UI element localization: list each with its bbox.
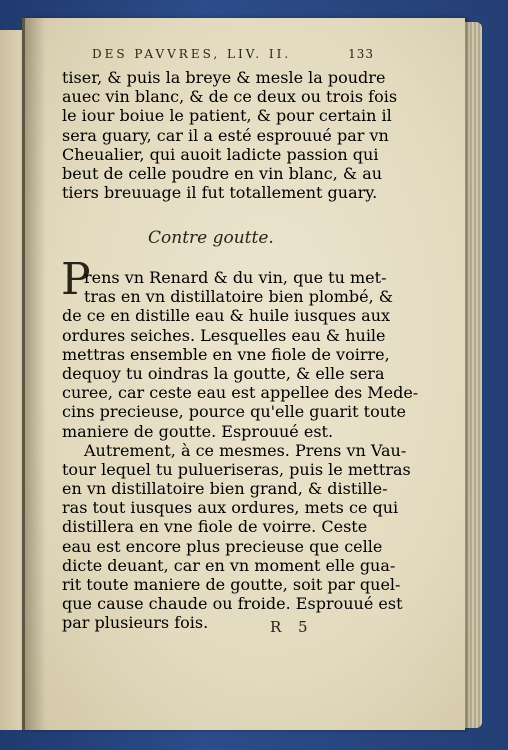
text-block-top: [62, 68, 397, 202]
text-line: maniere de goutte. Esprouué est.: [62, 421, 334, 441]
text-line: ordures seiches. Lesquelles eau & huile: [62, 325, 386, 345]
text-line: auec vin blanc, & de ce deux ou trois fois: [62, 87, 398, 107]
text-line: distillera en vne fiole de voirre. Ceste: [62, 517, 368, 537]
text-line: que cause chaude ou froide. Esprouué est: [62, 594, 403, 614]
page-number: 133: [348, 47, 374, 61]
text-line: Cheualier, qui auoit ladicte passion qui: [62, 144, 379, 164]
text-line: tour lequel tu pulueriseras, puis le mettras: [62, 459, 411, 479]
text-line: tiers breuuage il fut totallement guary.: [62, 183, 378, 203]
text-line: sera guary, car il a esté esprouué par vn: [62, 125, 389, 145]
text-line: le iour boiue le patient, & pour certain il: [62, 106, 392, 126]
gutter-shadow: [22, 18, 46, 730]
text-line: dequoy tu oindras la goutte, & elle sera: [62, 363, 385, 383]
text-line: tiser, & puis la breye & mesle la poudre: [62, 68, 386, 87]
text-line: rit toute maniere de goutte, soit par quel-: [62, 575, 401, 594]
text-block-recipe: [62, 268, 418, 633]
text-line: Autrement, à ce mesmes. Prens vn Vau-: [84, 440, 407, 460]
text-line: beut de celle poudre en vin blanc, & au: [62, 163, 383, 183]
running-title: DES PAVVRES, LIV. II.: [92, 47, 292, 61]
text-line: tras en vn distillatoire bien plombé, &: [84, 287, 393, 307]
text-line: ras tout iusques aux ordures, mets ce qui: [62, 498, 399, 518]
running-header: [92, 47, 372, 61]
signature-mark: R 5: [270, 618, 314, 636]
drop-capital: P: [61, 254, 91, 305]
text-line: cins precieuse, pource qu'elle guarit toute: [62, 402, 406, 422]
text-line: mettras ensemble en vne fiole de voirre,: [62, 344, 390, 364]
text-line: en vn distillatoire bien grand, & distille-: [62, 479, 388, 499]
text-line: de ce en distille eau & huile iusques aux: [62, 306, 391, 326]
text-line: eau est encore plus precieuse que celle: [62, 536, 383, 556]
text-line: curee, car ceste eau est appellee des Mede-: [62, 383, 419, 403]
text-line: rens vn Renard & du vin, que tu met-: [84, 268, 387, 287]
section-heading: Contre goutte.: [148, 228, 274, 248]
text-line: par plusieurs fois.: [62, 613, 209, 633]
text-line: dicte deuant, car en vn moment elle gua-: [62, 555, 396, 575]
